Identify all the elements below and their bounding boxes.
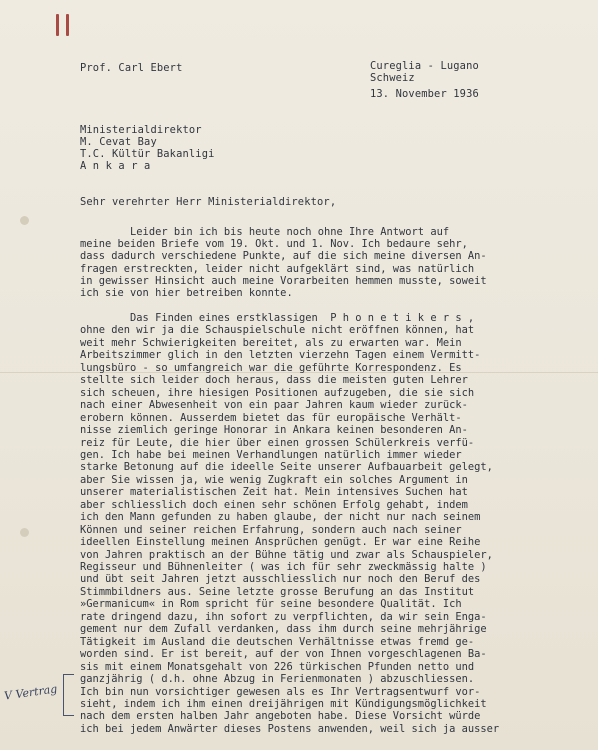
sender-name: Prof. Carl Ebert xyxy=(80,62,183,74)
text-line: aber schliesslich doch einen sehr schönen Erfolg gehabt, indem xyxy=(80,498,468,511)
margin-handwritten-note: V Vertrag xyxy=(3,682,59,703)
text-line: Arbeitszimmer glich in den letzten vierzehn Tagen einem Vermitt- xyxy=(80,349,481,362)
text-line: Das Finden eines erstklassigen P h o n e t i k e r s , xyxy=(80,312,475,324)
text-line: reiz für Leute, die hier über einen grossen Schülerkreis verfü- xyxy=(80,436,475,449)
text-line: und übt seit Jahren jetzt ausschliesslich nur noch den Beruf des xyxy=(80,573,481,586)
text-line: nisse ziemlich geringe Honorar in Ankara keinen besonderen An- xyxy=(80,424,468,437)
place-line-1: Cureglia - Lugano xyxy=(370,60,479,72)
text-line: Leider bin ich bis heute noch ohne Ihre Antwort auf xyxy=(80,226,450,238)
text-line: weit mehr Schwierigkeiten bereitet, als zu erwarten war. Mein xyxy=(80,336,462,349)
text-line: sis mit einem Monatsgehalt von 226 türkischen Pfunden netto und xyxy=(80,660,475,673)
punch-hole-bottom xyxy=(20,528,29,537)
text-line: ich sie von hier betreiben konnte. xyxy=(80,287,293,299)
red-pencil-mark-right xyxy=(66,14,69,36)
text-line: ich bei jedem Anwärter dieses Postens anwenden, weil sich ja ausser xyxy=(80,722,500,735)
text-line: Regisseur und Bühnenleiter ( was ich für sehr zweckmässig halte ) xyxy=(80,561,487,573)
text-line: in gewisser Hinsicht auch meine Vorarbeiten hemmen musste, soweit xyxy=(80,274,487,287)
punch-hole-top xyxy=(20,216,29,225)
text-line: unserer materialistischen Zeit hat. Mein intensives Suchen hat xyxy=(80,486,468,499)
text-line: ganzjährig ( d.h. ohne Abzug in Ferienmonaten ) abzuschliessen. xyxy=(80,673,475,686)
recipient-line-4: A n k a r a xyxy=(80,160,151,172)
text-line: ohne den wir ja die Schauspielschule nicht eröffnen können, hat xyxy=(80,324,475,337)
text-line: Können und seiner reichen Erfahrung, sondern auch nach seiner xyxy=(80,523,462,536)
text-line: gen. Ich habe bei meinen Verhandlungen natürlich immer wieder xyxy=(80,448,462,461)
text-line: sich scheuen, ihre hiesigen Positionen aufzugeben, die sie sich xyxy=(80,386,475,399)
letter-date: 13. November 1936 xyxy=(370,88,479,100)
recipient-line-3: T.C. Kültür Bakanligi xyxy=(80,148,215,160)
place-line-2: Schweiz xyxy=(370,72,415,84)
text-line: Tätigkeit im Ausland die deutschen Verhältnisse etwas fremd ge- xyxy=(80,635,475,648)
text-line: Stimmbildners aus. Seine letzte grosse Berufung an das Institut xyxy=(80,585,475,598)
text-line: stellte sich leider doch heraus, dass die meisten guten Lehrer xyxy=(80,374,468,387)
text-line: ich den Mann gefunden zu haben glaube, der nicht nur nach seinem xyxy=(80,511,481,524)
text-line: rate dringend dazu, ihn sofort zu verpflichten, da wir sein Enga- xyxy=(80,610,487,623)
text-line: ideellen Einstellung meinen Ansprüchen genügt. Er war eine Reihe xyxy=(80,536,481,549)
text-line: sieht, indem ich ihm einen dreijährigen mit Kündigungsmöglichkeit xyxy=(80,697,487,710)
text-line: »Germanicum« in Rom spricht für seine besondere Qualität. Ich xyxy=(80,598,462,611)
salutation: Sehr verehrter Herr Ministerialdirektor, xyxy=(80,196,337,208)
red-pencil-mark-left xyxy=(56,14,59,36)
recipient-line-1: Ministerialdirektor xyxy=(80,124,202,136)
text-line: meine beiden Briefe vom 19. Okt. und 1. Nov. Ich bedaure sehr, xyxy=(80,238,468,251)
text-line: nach einer Abwesenheit von ein paar Jahren kaum wieder zurück- xyxy=(80,399,468,412)
text-line: starke Betonung auf die ideelle Seite unserer Aufbauarbeit gelegt, xyxy=(80,461,493,474)
text-line: aber Sie wissen ja, wie wenig Zugkraft ein solches Argument in xyxy=(80,473,468,486)
text-line: dass dadurch verschiedene Punkte, auf die sich meine diversen An- xyxy=(80,250,487,263)
text-line: lungsbüro - so umfangreich war die geführte Korrespondenz. Es xyxy=(80,361,462,374)
text-line: nach dem ersten halben Jahr angeboten habe. Diese Vorsicht würde xyxy=(80,710,481,723)
text-line: gement nur dem Zufall verdanken, dass ihm durch seine mehrjährige xyxy=(80,623,487,636)
text-line: von Jahren praktisch an der Bühne tätig und zwar als Schauspieler, xyxy=(80,548,493,561)
text-line: erobern können. Ausserdem bietet das für europäische Verhält- xyxy=(80,411,462,424)
text-line: worden sind. Er ist bereit, auf der von Ihnen vorgeschlagenen Ba- xyxy=(80,648,487,661)
text-line: Ich bin nun vorsichtiger gewesen als es Ihr Vertragsentwurf vor- xyxy=(80,685,481,698)
margin-bracket xyxy=(63,674,74,716)
text-line: fragen erstreckten, leider nicht aufgeklärt sind, was natürlich xyxy=(80,262,475,275)
recipient-line-2: M. Cevat Bay xyxy=(80,136,157,148)
